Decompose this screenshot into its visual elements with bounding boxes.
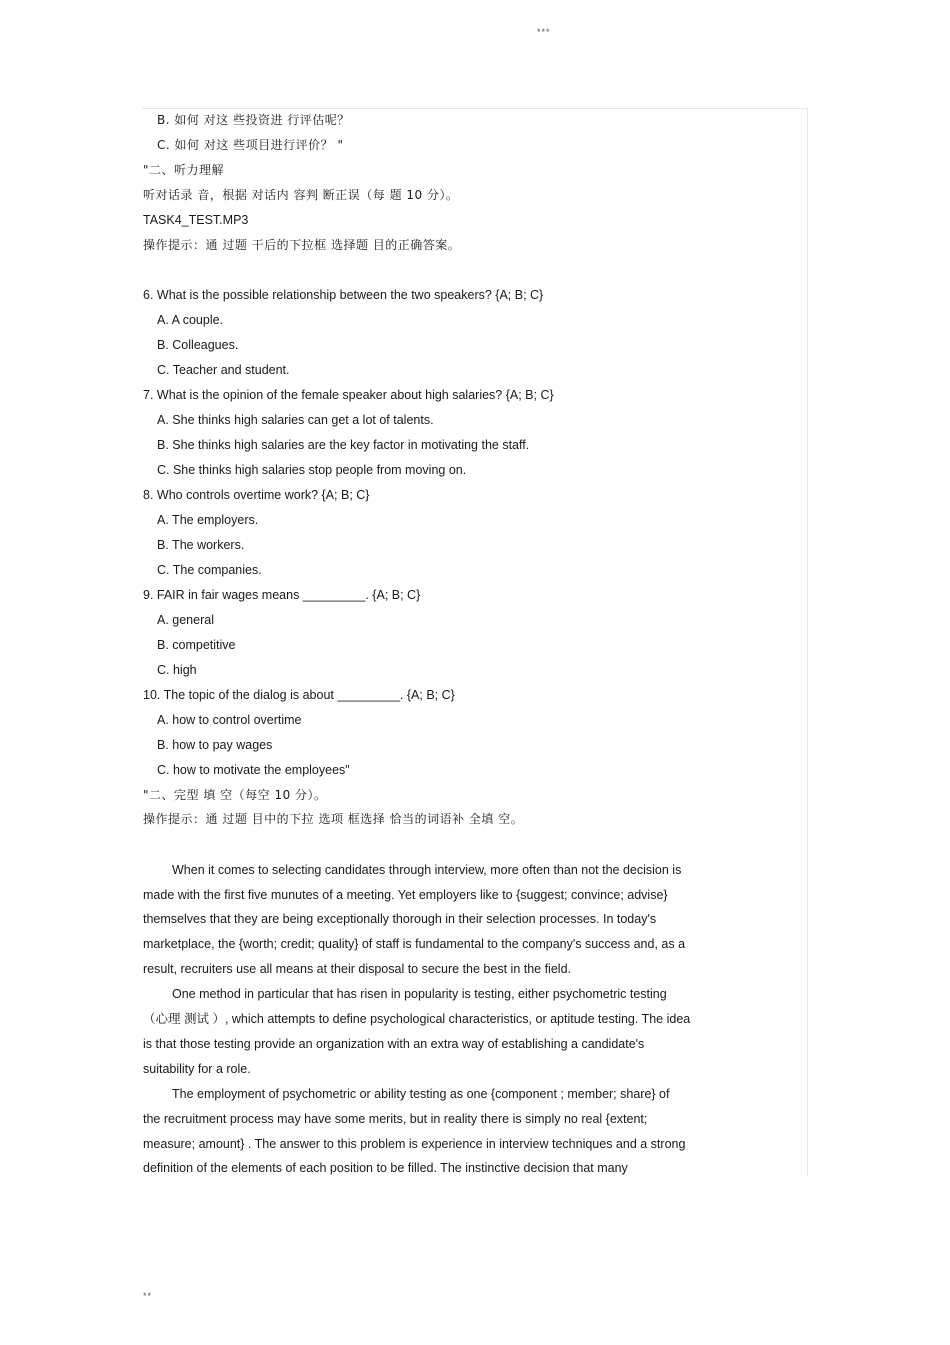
document-line: suitability for a role. [143,1062,251,1076]
document-line: A. general [157,613,214,627]
document-line: TASK4_TEST.MP3 [143,213,249,227]
document-line: is that those testing provide an organization with an extra way of establishing a candidate's [143,1037,645,1051]
document-line: One method in particular that has risen in popularity is testing, either psychometric testing [172,987,667,1001]
document-line: 操作提示：通 过题 目中的下拉 选项 框选择 恰当的词语补 全填 空。 [143,812,524,826]
document-line: B. 如何 对这 些投资进 行评估呢？ [157,113,350,127]
document-line: B. competitive [157,638,236,652]
document-line: 听对话录 音，根据 对话内 容判 断正误（每 题 10 分）。 [143,188,459,202]
document-line: 6. What is the possible relationship between the two speakers? {A; B; C} [143,288,544,302]
document-line: B. She thinks high salaries are the key factor in motivating the staff. [157,438,530,452]
document-line: definition of the elements of each position to be filled. The instinctive decision that many [143,1161,628,1175]
document-line: A. The employers. [157,513,259,527]
document-line: （心理 测试 ）, which attempts to define psychological characteristics, or aptitude testing. The idea [143,1012,691,1026]
document-line: B. Colleagues. [157,338,239,352]
document-line: C. She thinks high salaries stop people from moving on. [157,463,467,477]
document-line: C. Teacher and student. [157,363,290,377]
document-line: 9. FAIR in fair wages means _________. {A; B; C} [143,588,421,602]
document-line: A. how to control overtime [157,713,302,727]
document-line: A. She thinks high salaries can get a lot of talents. [157,413,434,427]
document-line: When it comes to selecting candidates through interview, more often than not the decision is [172,863,682,877]
document-line: B. The workers. [157,538,245,552]
document-line: C. 如何 对这 些项目进行评价？ " [157,138,344,152]
document-line: result, recruiters use all means at their disposal to secure the best in the field. [143,962,571,976]
document-line: 7. What is the opinion of the female speaker about high salaries? {A; B; C} [143,388,554,402]
document-line: marketplace, the {worth; credit; quality} of staff is fundamental to the company's success and, as a [143,937,686,951]
document-line: "二、完型 填 空（每空 10 分）。 [143,788,327,802]
document-line: the recruitment process may have some merits, but in reality there is simply no real {extent; [143,1112,648,1126]
document-line: C. high [157,663,197,677]
document-line: measure; amount} . The answer to this problem is experience in interview techniques and a strong [143,1137,686,1151]
document-line: C. The companies. [157,563,262,577]
document-line: 操作提示：通 过题 干后的下拉框 选择题 目的正确答案。 [143,238,461,252]
document-line: "二、听力理解 [143,163,225,177]
document-line: made with the first five munutes of a meeting. Yet employers like to {suggest; convince; advise} [143,888,668,902]
document-line: A. A couple. [157,313,224,327]
document-line: themselves that they are being exceptionally thorough in their selection processes. In today's [143,912,657,926]
document-line: 10. The topic of the dialog is about _________. {A; B; C} [143,688,455,702]
document-line: 8. Who controls overtime work? {A; B; C} [143,488,370,502]
page-header-mark: *** [537,27,551,37]
page-footer-mark: ** [143,1291,153,1301]
document-line: B. how to pay wages [157,738,273,752]
document-line: C. how to motivate the employees" [157,763,350,777]
document-line: The employment of psychometric or ability testing as one {component ; member; share} of [172,1087,670,1101]
